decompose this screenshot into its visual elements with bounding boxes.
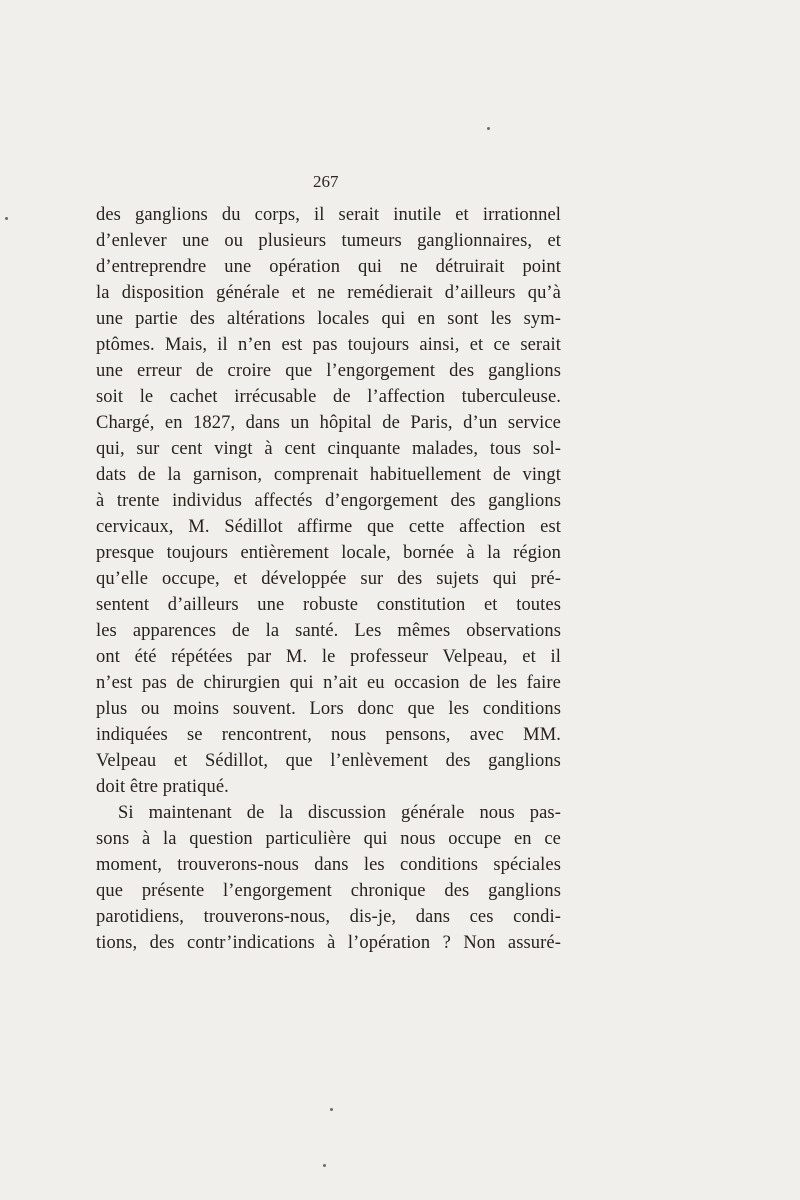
text-line: une erreur de croire que l’engorgement des ganglions: [96, 361, 561, 381]
text-line: indiquées se rencontrent, nous pensons, avec MM.: [96, 725, 561, 745]
body-text: [96, 202, 561, 956]
text-line: qu’elle occupe, et développée sur des sujets qui pré-: [96, 569, 561, 589]
text-line: la disposition générale et ne remédierait d’ailleurs qu’à: [96, 283, 561, 303]
text-line: d’entreprendre une opération qui ne détruirait point: [96, 257, 561, 277]
page-number: 267: [313, 172, 339, 191]
text-line: à trente individus affectés d’engorgement des ganglions: [96, 491, 561, 511]
text-line: Velpeau et Sédillot, que l’enlèvement des ganglions: [96, 751, 561, 771]
text-line: parotidiens, trouverons-nous, dis-je, dans ces condi-: [96, 907, 561, 927]
text-line: presque toujours entièrement locale, bornée à la région: [96, 543, 561, 563]
text-line: les apparences de la santé. Les mêmes observations: [96, 621, 561, 641]
text-line: doit être pratiqué.: [96, 777, 229, 797]
text-line: ptômes. Mais, il n’en est pas toujours ainsi, et ce serait: [96, 335, 561, 355]
text-line: dats de la garnison, comprenait habituellement de vingt: [96, 465, 561, 485]
text-line: ont été répétées par M. le professeur Velpeau, et il: [96, 647, 561, 667]
text-line: d’enlever une ou plusieurs tumeurs ganglionnaires, et: [96, 231, 561, 251]
text-line: cervicaux, M. Sédillot affirme que cette affection est: [96, 517, 561, 537]
text-line: tions, des contr’indications à l’opération ? Non assuré-: [96, 933, 561, 953]
text-line: n’est pas de chirurgien qui n’ait eu occasion de les faire: [96, 673, 561, 693]
text-line: une partie des altérations locales qui en sont les sym-: [96, 309, 561, 329]
text-line: que présente l’engorgement chronique des ganglions: [96, 881, 561, 901]
text-line: moment, trouverons-nous dans les conditions spéciales: [96, 855, 561, 875]
text-line: sentent d’ailleurs une robuste constitution et toutes: [96, 595, 561, 615]
paper-speck: [323, 1164, 326, 1167]
text-line: plus ou moins souvent. Lors donc que les conditions: [96, 699, 561, 719]
text-line: sons à la question particulière qui nous occupe en ce: [96, 829, 561, 849]
paper-speck: [330, 1108, 333, 1111]
paper-speck: [5, 217, 8, 220]
text-line: soit le cachet irrécusable de l’affection tuberculeuse.: [96, 387, 561, 407]
text-line: Si maintenant de la discussion générale nous pas-: [118, 803, 561, 823]
text-line: Chargé, en 1827, dans un hôpital de Paris, d’un service: [96, 413, 561, 433]
text-line: qui, sur cent vingt à cent cinquante malades, tous sol-: [96, 439, 561, 459]
text-line: des ganglions du corps, il serait inutile et irrationnel: [96, 205, 561, 225]
paper-speck: [487, 127, 490, 130]
